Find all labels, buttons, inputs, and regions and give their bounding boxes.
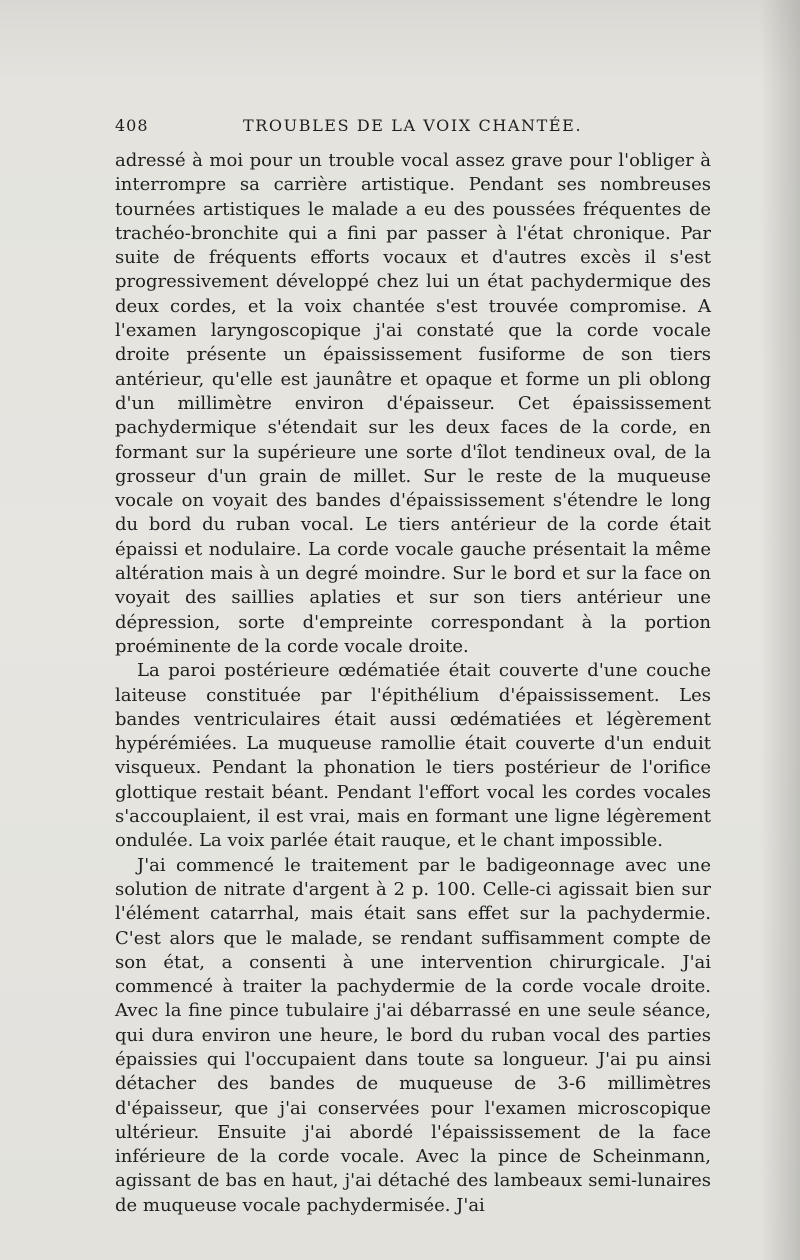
page-header bbox=[115, 116, 715, 140]
paragraph-treatment: J'ai commencé le traitement par le badigeonnage avec une solution de nitrate d'argent à 2 p. 100. Celle-ci agissait bien sur l'élément catarrhal, mais était sans effet sur la pachydermie. C'est alors que le malade, se rendant suffisamment compte de son état, a consenti à une intervention chirurgicale. J'ai commencé à traiter la pachydermie de la corde vocale droite. Avec la fine pince tubulaire j'ai débarrassé en une seule séance, qui dura environ une heure, le bord du ruban vocal des parties épaissies qui l'occupaient dans toute sa longueur. J'ai pu ainsi détacher des bandes de muqueuse de 3-6 millimètres d'épaisseur, que j'ai conservées pour l'examen microscopique ultérieur. Ensuite j'ai abordé l'épaississement de la face inférieure de la corde vocale. Avec la pince de Scheinmann, agissant de bas en haut, j'ai détaché des lambeaux semi-lunaires de muqueuse vocale pachydermisée. J'ai bbox=[115, 854, 711, 1216]
page-number: 408 bbox=[115, 116, 149, 135]
paragraph-continued: adressé à moi pour un trouble vocal assez grave pour l'obliger à interrompre sa carrière artistique. Pendant ses nombreuses tournées artistiques le malade a eu des poussées fréquentes de trachéo-bronchite qui a fini par passer à l'état chronique. Par suite de fréquents efforts vocaux et d'autres excès il s'est progressivement développé chez lui un état pachydermique des deux cordes, et la voix chantée s'est trouvée compromise. A l'examen laryngoscopique j'ai constaté que la corde vocale droite présente un épaississement fusiforme de son tiers antérieur, qu'elle est jaunâtre et opaque et forme un pli oblong d'un millimètre environ d'épaisseur. Cet épaississement pachydermique s'étendait sur les deux faces de la corde, en formant sur la supérieure une sorte d'îlot tendineux oval, de la grosseur d'un grain de millet. Sur le reste de la muqueuse vocale on voyait des bandes d'épaississement s'étendre le long du bord du ruban vocal. Le tiers antérieur de la corde était épaissi et nodulaire. La corde vocale gauche présentait la même altération mais à un degré moindre. Sur le bord et sur la face on voyait des saillies aplaties et sur son tiers antérieur une dépression, sorte d'empreinte correspondant à la portion proéminente de la corde vocale droite. bbox=[115, 150, 711, 657]
paragraph-posterior-wall: La paroi postérieure œdématiée était couverte d'une couche laiteuse constituée par l'épithélium d'épaississement. Les bandes ventriculaires était aussi œdématiées et légèrement hypérémiées. La muqueuse ramollie était couverte d'un enduit visqueux. Pendant la phonation le tiers postérieur de l'orifice glottique restait béant. Pendant l'effort vocal les cordes vocales s'accouplaient, il est vrai, mais en formant une ligne légèrement ondulée. La voix parlée était rauque, et le chant impossible. bbox=[115, 660, 711, 852]
running-title: TROUBLES DE LA VOIX CHANTÉE. bbox=[243, 116, 583, 135]
body-text bbox=[115, 149, 711, 1218]
